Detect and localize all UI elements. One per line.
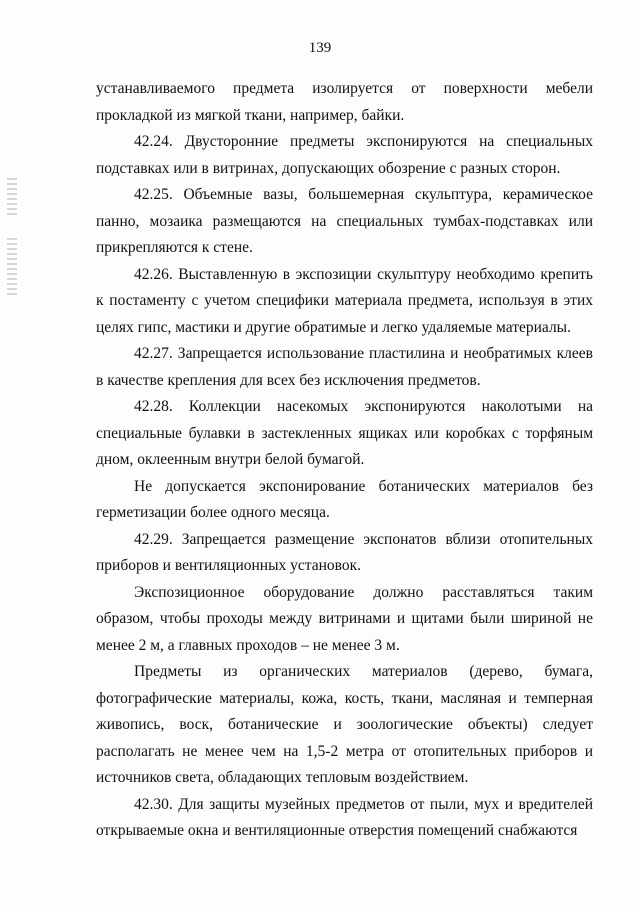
scan-artifact [7, 238, 17, 298]
paragraph-42-30: 42.30. Для защиты музейных предметов от пыли, мух и вредителей открываемые окна и вентиляционные отверстия помещений снабжаются [96, 795, 593, 839]
paragraph-continuation: устанавливаемого предмета изолируется от поверхности мебели прокладкой из мягкой ткани, например, байки. [96, 80, 593, 124]
paragraph-equipment: Экспозиционное оборудование должно расставляться таким образом, чтобы проходы между витринами и щитами были шириной не менее 2 м, а главных проходов – не менее 3 м. [96, 583, 593, 654]
scan-artifact [7, 178, 17, 218]
paragraph-42-25: 42.25. Объемные вазы, большемерная скульптура, керамическое панно, мозаика размещаются на специальных тумбах-подставках или прикрепляются к стене. [96, 186, 593, 256]
paragraph-42-27: 42.27. Запрещается использование пластилина и необратимых клеев в качестве крепления для всех без исключения предметов. [96, 345, 593, 389]
paragraph-42-28: 42.28. Коллекции насекомых экспонируются наколотыми на специальные булавки в застекленных ящиках или коробках с торфяным дном, оклеенным внутри белой бумагой. [96, 398, 593, 468]
document-body [96, 76, 593, 845]
paragraph-42-24: 42.24. Двусторонние предметы экспонируются на специальных подставках или в витринах, допускающих обозрение с разных сторон. [96, 133, 593, 177]
paragraph-botanical: Не допускается экспонирование ботанических материалов без герметизации более одного месяца. [96, 477, 593, 521]
page-number: 139 [308, 40, 332, 56]
paragraph-42-29: 42.29. Запрещается размещение экспонатов вблизи отопительных приборов и вентиляционных установок. [96, 530, 593, 574]
paragraph-42-26: 42.26. Выставленную в экспозиции скульптуру необходимо крепить к постаменту с учетом специфики материала предмета, используя в этих целях гипс, мастики и другие обратимые и легко удаляемые материалы. [96, 265, 593, 336]
paragraph-organic: Предметы из органических материалов (дерево, бумага, фотографические материалы, кожа, кость, ткани, масляная и темперная живопись, воск, ботанические и зоологические объекты) следует располагать не менее чем на 1,5-2 метра от отопительных приборов и источников света, обладающих тепловым воздействием. [96, 663, 593, 786]
